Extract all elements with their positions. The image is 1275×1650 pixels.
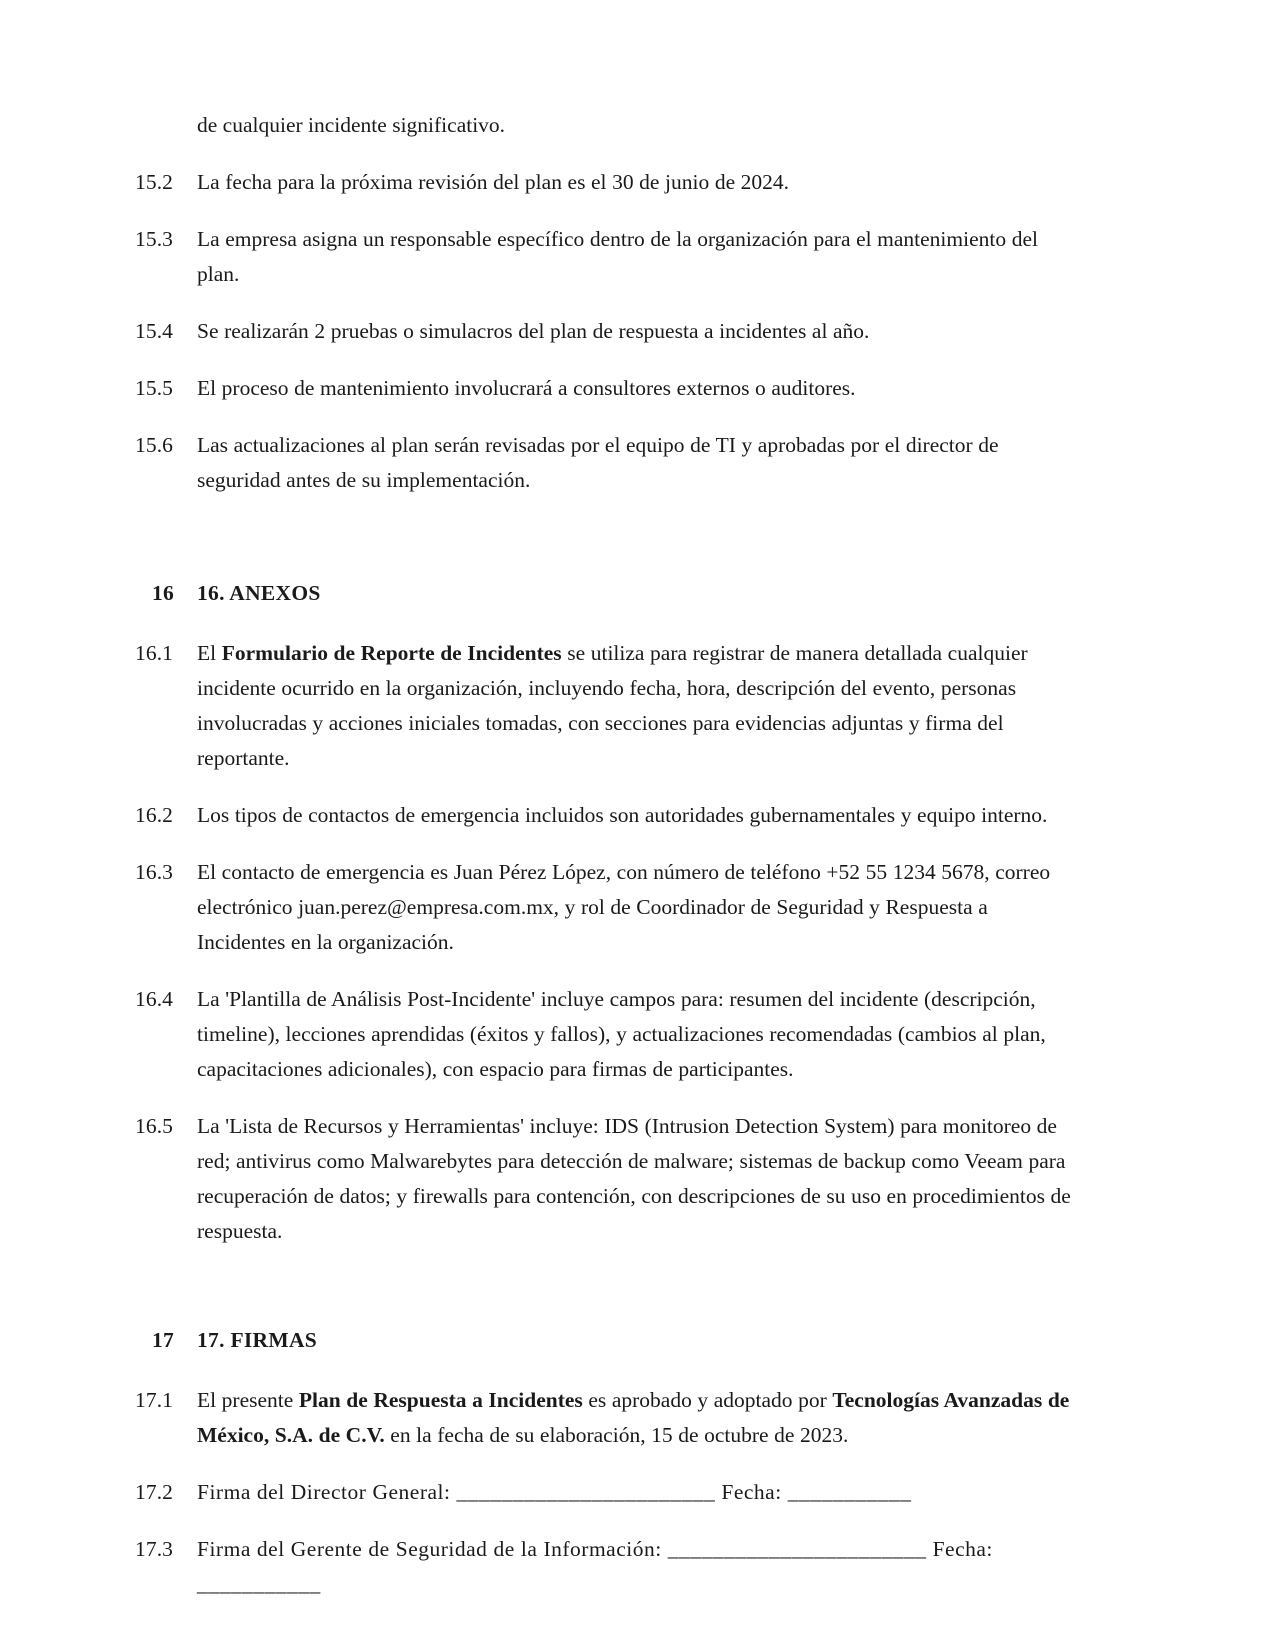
clause-16-1-number: 16.1 [135,641,174,665]
clause-17-3-number: 17.3 [135,1537,174,1561]
section-heading-17 [135,1323,1080,1357]
clause-17-2 [135,1475,1080,1510]
section-spacer-17 [135,1271,1080,1323]
clause-15-1-continuation [135,108,1080,143]
clause-15-4-number: 15.4 [135,319,174,343]
clause-15-2-number: 15.2 [135,170,174,194]
clause-17-1 [135,1383,1080,1453]
clause-16-5 [135,1109,1080,1249]
clause-15-6-text: Las actualizaciones al plan serán revisadas por el equipo de TI y aprobadas por el director de seguridad antes de su implementación. [197,433,999,492]
clause-15-3-number: 15.3 [135,227,174,251]
clause-15-3-text: La empresa asigna un responsable específico dentro de la organización para el mantenimiento del plan. [197,227,1038,286]
clause-15-1-continuation-text: de cualquier incidente significativo. [197,113,506,137]
clause-15-2-text: La fecha para la próxima revisión del plan es el 30 de junio de 2024. [197,170,790,194]
clause-15-6-number: 15.6 [135,433,174,457]
clause-17-1-text: El presente Plan de Respuesta a Incidentes es aprobado y adoptado por Tecnologías Avanzadas de México, S.A. de C.V. en la fecha de su elaboración, 15 de octubre de 2023. [197,1388,1070,1447]
section-spacer-16 [135,520,1080,576]
clause-15-4-text: Se realizarán 2 pruebas o simulacros del plan de respuesta a incidentes al año. [197,319,870,343]
section-heading-16-number: 16 [152,581,174,605]
clause-16-4-text: La 'Plantilla de Análisis Post-Incidente' incluye campos para: resumen del incidente (descripción, timeline), lecciones aprendidas (éxitos y fallos), y actualizaciones recomendadas (cambios al plan, capacitaciones adicionales), con espacio para firmas de participantes. [197,987,1046,1081]
clause-15-4 [135,314,1080,349]
clause-17-3-text: Firma del Gerente de Seguridad de la Información: _______________________ Fecha: ___________ [197,1537,993,1596]
clause-15-5-number: 15.5 [135,376,174,400]
section-heading-16-title: 16. ANEXOS [197,581,321,605]
clause-16-2 [135,798,1080,833]
clause-16-2-text: Los tipos de contactos de emergencia incluidos son autoridades gubernamentales y equipo interno. [197,803,1048,827]
clause-16-3-number: 16.3 [135,860,174,884]
clause-17-2-text: Firma del Director General: _______________________ Fecha: ___________ [197,1480,912,1504]
clause-15-5 [135,371,1080,406]
clause-16-3-text: El contacto de emergencia es Juan Pérez López, con número de teléfono +52 55 1234 5678, correo electrónico juan.perez@empresa.com.mx, y rol de Coordinador de Seguridad y Respuesta a Incidentes en la organización. [197,860,1051,954]
section-heading-17-title: 17. FIRMAS [197,1328,318,1352]
clause-16-4-number: 16.4 [135,987,174,1011]
clause-16-4 [135,982,1080,1087]
section-heading-17-number: 17 [152,1328,174,1352]
clause-17-2-number: 17.2 [135,1480,174,1504]
document-body [135,108,1080,1602]
clause-17-3 [135,1532,1080,1602]
clause-16-2-number: 16.2 [135,803,174,827]
clause-15-3 [135,222,1080,292]
clause-16-5-number: 16.5 [135,1114,174,1138]
clause-16-5-text: La 'Lista de Recursos y Herramientas' incluye: IDS (Intrusion Detection System) para monitoreo de red; antivirus como Malwarebytes para detección de malware; sistemas de backup como Veeam para recuperación de datos; y firewalls para contención, con descripciones de su uso en procedimientos de respuesta. [197,1114,1071,1243]
clause-17-1-number: 17.1 [135,1388,174,1412]
clause-16-3 [135,855,1080,960]
clause-15-5-text: El proceso de mantenimiento involucrará a consultores externos o auditores. [197,376,856,400]
clause-16-1 [135,636,1080,776]
clause-15-2 [135,165,1080,200]
clause-15-6 [135,428,1080,498]
clause-16-1-text: El Formulario de Reporte de Incidentes se utiliza para registrar de manera detallada cualquier incidente ocurrido en la organización, incluyendo fecha, hora, descripción del evento, personas involucradas y acciones iniciales tomadas, con secciones para evidencias adjuntas y firma del reportante. [197,641,1028,770]
section-heading-16 [135,576,1080,610]
